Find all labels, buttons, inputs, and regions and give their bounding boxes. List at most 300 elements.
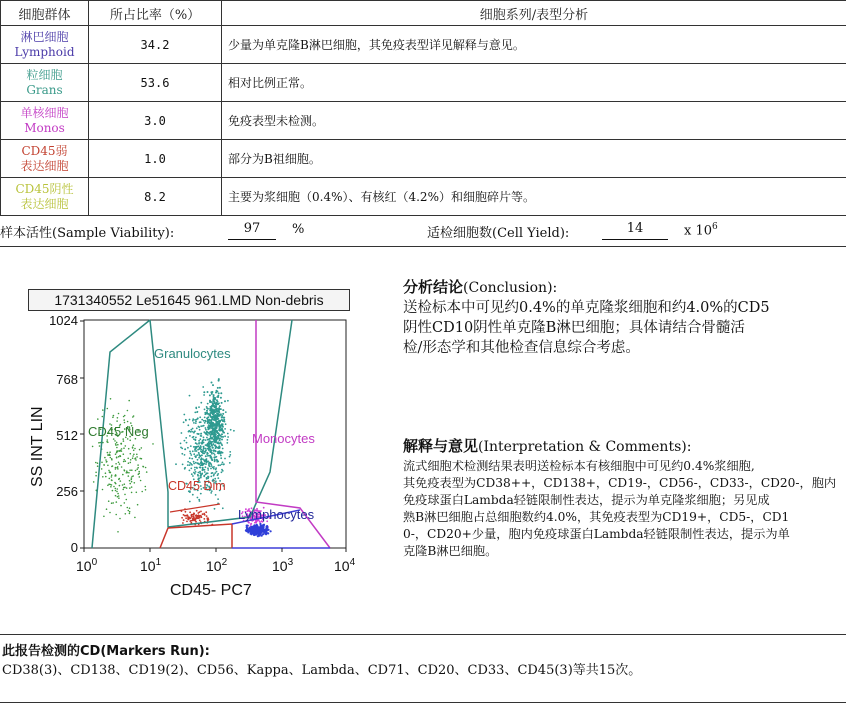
scatter-dot [185,511,187,513]
scatter-dot [213,410,215,412]
scatter-dot [207,439,209,441]
scatter-dot [222,409,224,411]
scatter-dot [123,487,125,489]
scatter-dot [189,435,191,437]
scatter-dot [202,513,204,515]
cell-yield-label: 适检细胞数(Cell Yield): [427,226,570,241]
scatter-dot [107,439,109,441]
scatter-dot [213,453,215,455]
scatter-dot [121,466,123,468]
scatter-dot [131,479,133,481]
scatter-dot [128,448,130,450]
y-tick-label: 512 [56,428,78,443]
scatter-dot [139,476,141,478]
scatter-dot [118,462,120,464]
scatter-dot [216,439,218,441]
scatter-dot [203,459,205,461]
scatter-dot [207,391,209,393]
scatter-dot [115,467,117,469]
viability-value: 97 [228,221,276,240]
scatter-dot [224,400,226,402]
scatter-dot [206,472,208,474]
scatter-dot [210,438,212,440]
scatter-dot [123,440,125,442]
scatter-dot [255,527,257,529]
scatter-dot [111,502,113,504]
scatter-dot [198,442,200,444]
interpretation-line: 其免疫表型为CD38++，CD138+，CD19-，CD56-，CD33-，CD20-，胞内 [403,476,837,490]
scatter-dot [205,444,207,446]
scatter-dot [136,492,138,494]
scatter-dot [115,463,117,465]
conclusion-line: 检/形态学和其他检查信息综合考虑。 [403,340,640,356]
scatter-dot [118,479,120,481]
scatter-dot [190,454,192,456]
scatter-dot [203,420,205,422]
divider [0,702,846,703]
population-analysis: 相对比例正常。 [222,64,846,102]
scatter-dot [218,411,220,413]
scatter-dot [211,382,213,384]
scatter-dot [270,530,272,532]
scatter-dot [196,467,198,469]
scatter-dot [216,430,218,432]
scatter-dot [106,461,108,463]
scatter-dot [193,422,195,424]
scatter-dot [209,446,211,448]
scatter-dot [261,525,263,527]
scatter-dot [212,416,214,418]
scatter-dot [117,488,119,490]
scatter-dot [207,467,209,469]
scatter-dot [145,467,147,469]
scatter-dot [185,419,187,421]
scatter-dot [202,440,204,442]
scatter-dot [218,443,220,445]
scatter-dot [194,412,196,414]
scatter-dot [225,411,227,413]
x-tick-label [206,557,228,574]
scatter-dot [129,507,131,509]
scatter-dot [220,397,222,399]
scatter-dot [132,475,134,477]
scatter-dot [116,467,118,469]
scatter-dot [127,507,129,509]
scatter-dot [180,443,182,445]
scatter-dot [214,398,216,400]
scatter-dot [227,439,229,441]
scatter-dot [199,429,201,431]
scatter-dot [207,517,209,519]
scatter-dot [115,444,117,446]
scatter-dot [130,453,132,455]
scatter-dot [199,519,201,521]
scatter-dot [202,463,204,465]
scatter-dot [204,471,206,473]
scatter-dot [181,517,183,519]
scatter-dot [210,416,212,418]
scatter-dot [220,413,222,415]
scatter-dot [226,442,228,444]
scatter-dot [222,462,224,464]
interpretation-head-en: (Interpretation & Comments): [478,439,692,455]
scatter-dot [115,483,117,485]
scatter-dot [213,423,215,425]
scatter-dot [182,464,184,466]
scatter-dot [203,513,205,515]
scatter-dot [139,449,141,451]
scatter-dot [115,488,117,490]
scatter-dot [190,429,192,431]
scatter-dot [175,463,177,465]
scatter-dot [102,476,104,478]
scatter-dot [204,469,206,471]
scatter-dot [199,438,201,440]
scatter-dot [211,393,213,395]
scatter-dot [115,490,117,492]
scatter-dot [92,446,94,448]
scatter-dot [126,470,128,472]
scatter-dot [112,490,114,492]
conclusion-head-en: (Conclusion): [463,280,558,296]
scatter-dot [194,473,196,475]
scatter-dot [261,535,263,537]
scatter-dot [192,450,194,452]
scatter-dot [229,462,231,464]
scatter-dot [105,459,107,461]
scatter-dot [186,442,188,444]
scatter-dot [112,417,114,419]
scatter-dot [265,533,267,535]
scatter-dot [248,528,250,530]
scatter-dot [133,415,135,417]
scatter-dot [142,466,144,468]
scatter-dot [196,433,198,435]
scatter-dot [204,453,206,455]
scatter-dot [195,437,197,439]
scatter-dot [133,454,135,456]
scatter-dot [194,469,196,471]
interpretation-line: 熟B淋巴细胞占总细胞数约4.0%，其免疫表型为CD19+，CD5-，CD1 [403,510,790,524]
scatter-dot [138,473,140,475]
scatter-dot [203,437,205,439]
scatter-dot [119,463,121,465]
scatter-dot [184,440,186,442]
scatter-dot [131,481,133,483]
flow-cytometry-plot [0,312,380,602]
population-en: Monos [24,120,65,135]
scatter-dot [217,447,219,449]
scatter-dot [116,420,118,422]
scatter-dot [213,466,215,468]
scatter-dot [193,512,195,514]
scatter-dot [197,411,199,413]
scatter-dot [206,431,208,433]
scatter-dot [103,516,105,518]
scatter-dot [107,454,109,456]
scatter-dot [217,474,219,476]
population-percent: 53.6 [89,64,222,102]
scatter-dot [209,420,211,422]
scatter-dot [97,465,99,467]
x-tick-base: 10 [272,558,288,574]
cell-yield-value: 14 [602,221,668,240]
scatter-dot [99,445,101,447]
cell-yield-unit-base: x 10 [684,223,713,239]
scatter-dot [199,448,201,450]
population-cn: CD45阴性 [15,181,74,196]
scatter-dot [123,459,125,461]
viability-unit: % [292,222,305,237]
scatter-dot [227,436,229,438]
scatter-dot [134,517,136,519]
scatter-dot [119,485,121,487]
population-analysis: 少量为单克隆B淋巴细胞，其免疫表型详见解释与意见。 [222,26,846,64]
scatter-dot [109,471,111,473]
plot-title: 1731340552 Le51645 961.LMD Non-debris [28,289,350,311]
divider [0,634,846,635]
scatter-dot [213,450,215,452]
header-analysis: 细胞系列/表型分析 [222,1,846,26]
header-population: 细胞群体 [1,1,89,26]
scatter-dot [203,518,205,520]
x-tick-exponent: 2 [221,557,228,568]
scatter-dot [210,441,212,443]
markers-title: 此报告检测的CD(Markers Run): [2,644,210,659]
scatter-dot [119,455,121,457]
scatter-dot [139,458,141,460]
scatter-dot [218,435,220,437]
markers-text: CD38(3)、CD138、CD19(2)、CD56、Kappa、Lambda、CD71、CD20、CD33、CD45(3)等共15次。 [2,663,642,678]
scatter-dot [123,453,125,455]
scatter-dot [106,508,108,510]
scatter-dot [200,475,202,477]
scatter-dot [204,409,206,411]
scatter-dot [114,475,116,477]
scatter-dot [222,470,224,472]
scatter-dot [116,447,118,449]
scatter-dot [107,442,109,444]
scatter-dot [209,462,211,464]
scatter-dot [111,479,113,481]
scatter-dot [200,402,202,404]
scatter-dot [204,417,206,419]
scatter-dot [213,475,215,477]
scatter-dot [110,398,112,400]
scatter-dot [198,440,200,442]
scatter-dot [193,436,195,438]
scatter-dot [246,528,248,530]
population-name [1,178,89,216]
scatter-dot [206,515,208,517]
scatter-dot [247,531,249,533]
scatter-dot [115,514,117,516]
scatter-dot [135,457,137,459]
scatter-dot [205,463,207,465]
scatter-dot [200,459,202,461]
scatter-dot [206,453,208,455]
scatter-dot [210,408,212,410]
scatter-dot [200,445,202,447]
scatter-dot [223,432,225,434]
scatter-dot [205,427,207,429]
scatter-dot [213,396,215,398]
scatter-dot [125,445,127,447]
scatter-dot [216,390,218,392]
scatter-dot [267,529,269,531]
scatter-dot [127,410,129,412]
scatter-dot [204,422,206,424]
scatter-dot [209,433,211,435]
scatter-dot [225,423,227,425]
scatter-dot [120,505,122,507]
scatter-dot [109,451,111,453]
scatter-dot [129,440,131,442]
scatter-dot [217,432,219,434]
scatter-dot [184,448,186,450]
scatter-dot [196,443,198,445]
scatter-dot [134,448,136,450]
table-header-row [1,1,846,26]
scatter-dot [251,528,253,530]
scatter-dot [123,416,125,418]
x-tick-label [272,557,294,574]
scatter-dot [216,471,218,473]
scatter-dot [105,472,107,474]
population-table [0,0,846,216]
scatter-dot [110,457,112,459]
conclusion-head-cn: 分析结论 [403,278,464,296]
scatter-dot [211,452,213,454]
scatter-dot [221,402,223,404]
scatter-dot [210,468,212,470]
scatter-dot [125,513,127,515]
scatter-dot [193,461,195,463]
table-row [1,178,846,216]
y-tick-label: 768 [56,372,78,387]
scatter-dot [195,462,197,464]
scatter-dot [203,394,205,396]
scatter-dot [187,518,189,520]
scatter-dot [219,439,221,441]
scatter-dot [109,478,111,480]
y-tick-label: 1024 [49,313,78,328]
scatter-dot [227,400,229,402]
scatter-dot [187,461,189,463]
scatter-dot [117,451,119,453]
scatter-dot [120,480,122,482]
scatter-dot [98,442,100,444]
scatter-dot [265,529,267,531]
scatter-dot [189,457,191,459]
scatter-dot [203,475,205,477]
scatter-dot [196,419,198,421]
scatter-dot [218,378,220,380]
scatter-dot [197,497,199,499]
y-tick-label: 0 [70,540,78,555]
scatter-dot [196,454,198,456]
scatter-dot [126,499,128,501]
scatter-dot [200,460,202,462]
conclusion-line: 送检标本中可见约0.4%的单克隆浆细胞和约4.0%的CD5 [403,300,770,316]
scatter-dot [145,489,147,491]
scatter-dot [214,472,216,474]
scatter-dot [215,403,217,405]
scatter-dot [223,417,225,419]
label-cd45neg: CD45 Neg [88,424,149,439]
scatter-dot [123,447,125,449]
scatter-dot [183,414,185,416]
scatter-dot [199,511,201,513]
scatter-dot [216,399,218,401]
scatter-dot [129,483,131,485]
scatter-dot [222,448,224,450]
scatter-dot [217,395,219,397]
scatter-dot [221,463,223,465]
scatter-dot [210,476,212,478]
scatter-dot [114,440,116,442]
scatter-dot [193,463,195,465]
scatter-dot [221,417,223,419]
scatter-dot [184,468,186,470]
scatter-dot [214,427,216,429]
scatter-dot [136,454,138,456]
scatter-dot [136,456,138,458]
scatter-dot [191,464,193,466]
scatter-dot [218,464,220,466]
scatter-dot [209,431,211,433]
population-percent: 3.0 [89,102,222,140]
scatter-dot [208,422,210,424]
scatter-dot [118,495,120,497]
interpretation-text [403,458,846,560]
scatter-dot [218,420,220,422]
scatter-dot [218,392,220,394]
scatter-dot [200,465,202,467]
scatter-dot [199,472,201,474]
scatter-dot [214,415,216,417]
interpretation-line: 克隆B淋巴细胞。 [403,544,498,558]
scatter-dot [230,429,232,431]
scatter-dot [212,402,214,404]
cell-yield-exponent: 6 [712,222,718,232]
population-en: Grans [26,82,63,97]
scatter-dot [118,413,120,415]
scatter-dot [132,457,134,459]
scatter-dot [200,425,202,427]
scatter-dot [229,451,231,453]
scatter-dot [191,431,193,433]
scatter-dot [195,421,197,423]
scatter-dot [201,435,203,437]
scatter-dot [131,492,133,494]
scatter-dot [115,495,117,497]
scatter-dot [218,437,220,439]
scatter-dot [116,491,118,493]
label-granulocytes: Granulocytes [154,346,231,361]
scatter-dot [202,442,204,444]
x-axis-label: CD45- PC7 [170,582,252,599]
scatter-dot [95,462,97,464]
scatter-dot [129,511,131,513]
scatter-dot [183,421,185,423]
population-percent: 8.2 [89,178,222,216]
scatter-dot [205,455,207,457]
scatter-dot [128,472,130,474]
x-tick-exponent: 3 [287,557,294,568]
scatter-dot [127,472,129,474]
population-cn: 粒细胞 [26,67,63,82]
